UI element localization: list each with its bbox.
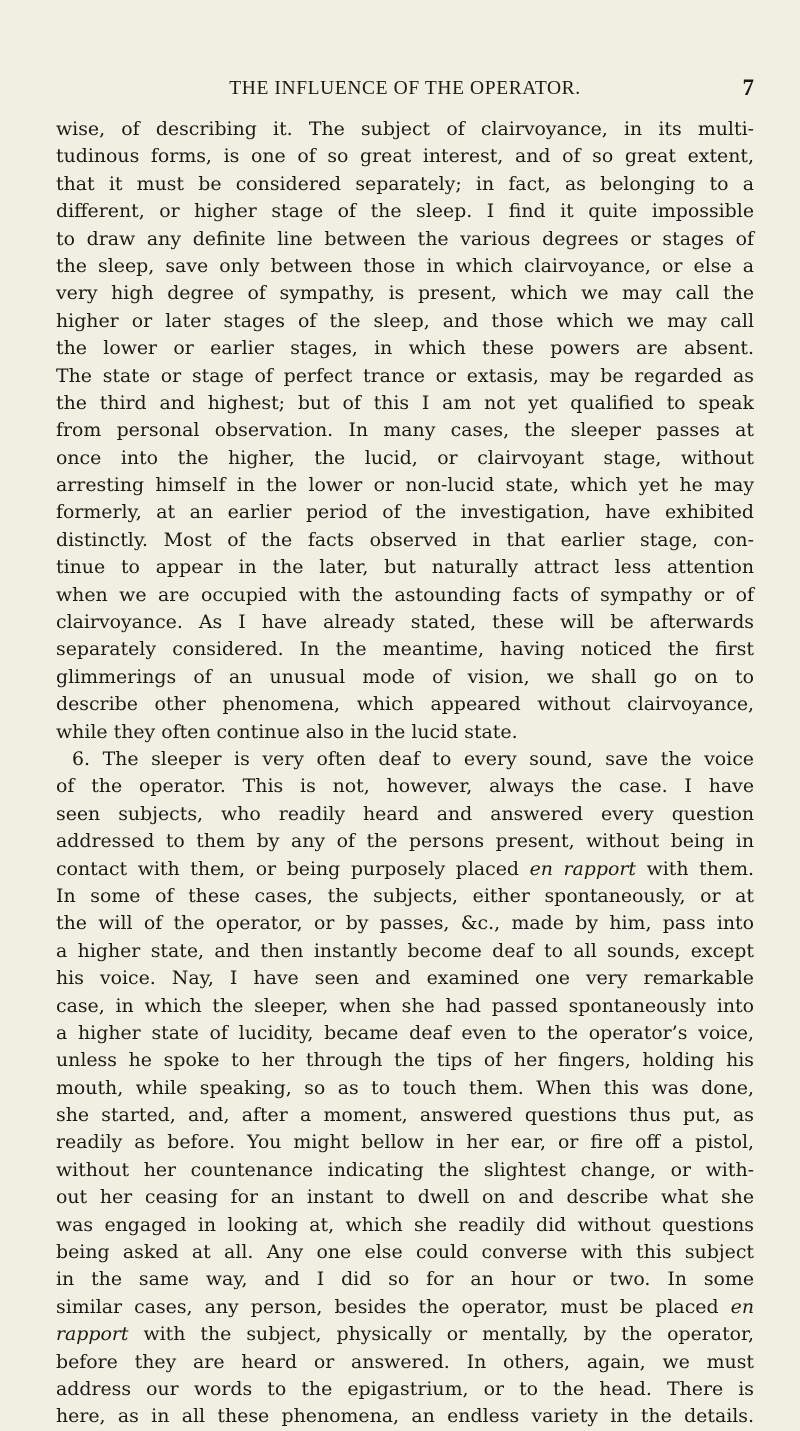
text-line: his voice. Nay, I have seen and examined one very remarkable: [56, 967, 754, 990]
text-line: unless he spoke to her through the tips of her fingers, holding his: [56, 1049, 754, 1072]
text-line: clairvoyance. As I have already stated, these will be afterwards: [56, 611, 754, 634]
text-line: rapport with the subject, physically or mentally, by the operator,: [56, 1323, 754, 1346]
text-line: seen subjects, who readily heard and answered every question: [56, 802, 754, 825]
text-line: while they often continue also in the lucid state.: [56, 720, 518, 743]
text-line: 6. The sleeper is very often deaf to every sound, save the voice: [72, 747, 754, 770]
text-line: once into the higher, the lucid, or clairvoyant stage, without: [56, 446, 754, 469]
text-line: out her ceasing for an instant to dwell on and describe what she: [56, 1186, 754, 1209]
text-line: without her countenance indicating the slightest change, or with-: [56, 1158, 754, 1181]
text-line: addressed to them by any of the persons present, without being in: [56, 830, 754, 853]
text-line: a higher state, and then instantly become deaf to all sounds, except: [56, 939, 754, 962]
text-line: the will of the operator, or by passes, &c., made by him, pass into: [56, 912, 754, 935]
text-line: case, in which the sleeper, when she had passed spontaneously into: [56, 994, 754, 1017]
text-line: in the same way, and I did so for an hour or two. In some: [56, 1268, 754, 1291]
text-line: glimmerings of an unusual mode of vision, we shall go on to: [56, 665, 754, 688]
text-line: a higher state of lucidity, became deaf even to the operator’s voice,: [56, 1021, 754, 1044]
text-line: separately considered. In the meantime, having noticed the first: [56, 638, 754, 661]
text-line: before they are heard or answered. In others, again, we must: [56, 1350, 754, 1373]
text-line: tudinous forms, is one of so great interest, and of so great extent,: [56, 145, 754, 168]
text-line: wise, of describing it. The subject of clairvoyance, in its multi-: [56, 118, 754, 140]
text-line: different, or higher stage of the sleep. I find it quite impossible: [56, 200, 754, 223]
text-line: when we are occupied with the astounding facts of sympathy or of: [56, 583, 754, 606]
text-line: distinctly. Most of the facts observed in that earlier stage, con-: [56, 528, 754, 551]
text-line: that it must be considered separately; in fact, as belonging to a: [56, 172, 754, 195]
text-line: higher or later stages of the sleep, and those which we may call: [56, 309, 754, 332]
text-line: arresting himself in the lower or non-lucid state, which yet he may: [56, 474, 754, 497]
text-line: she started, and, after a moment, answered questions thus put, as: [56, 1104, 754, 1127]
text-line: being asked at all. Any one else could converse with this subject: [56, 1241, 754, 1264]
text-line: contact with them, or being purposely placed en rapport with them.: [56, 857, 754, 880]
text-line: formerly, at an earlier period of the investigation, have exhibited: [56, 501, 754, 524]
text-line: describe other phenomena, which appeared without clairvoyance,: [56, 693, 754, 716]
text-line: the lower or earlier stages, in which these powers are absent.: [56, 337, 754, 360]
text-line: In some of these cases, the subjects, either spontaneously, or at: [56, 884, 754, 907]
text-line: tinue to appear in the later, but naturally attract less attention: [56, 556, 754, 579]
text-line: readily as before. You might bellow in her ear, or fire off a pistol,: [56, 1131, 754, 1154]
running-title: THE INFLUENCE OF THE OPERATOR.: [229, 78, 581, 99]
text-line: The state or stage of perfect trance or extasis, may be regarded as: [56, 364, 754, 387]
text-line: very high degree of sympathy, is present, which we may call the: [56, 282, 754, 305]
text-line: the sleep, save only between those in which clairvoyance, or else a: [56, 254, 754, 277]
body-text: [56, 116, 754, 1431]
running-head: [56, 75, 754, 104]
text-line: was engaged in looking at, which she readily did without questions: [56, 1213, 754, 1236]
text-line: address our words to the epigastrium, or to the head. There is: [56, 1377, 754, 1400]
text-line: the third and highest; but of this I am not yet qualified to speak: [56, 391, 754, 414]
text-line: mouth, while speaking, so as to touch them. When this was done,: [56, 1076, 754, 1099]
text-line: here, as in all these phenomena, an endless variety in the details.: [56, 1405, 754, 1428]
text-line: to draw any definite line between the various degrees or stages of: [56, 227, 754, 250]
text-line: from personal observation. In many cases, the sleeper passes at: [56, 419, 754, 442]
text-line: of the operator. This is not, however, always the case. I have: [56, 775, 754, 798]
text-line: similar cases, any person, besides the operator, must be placed en: [56, 1295, 754, 1318]
page-number: 7: [742, 75, 754, 100]
